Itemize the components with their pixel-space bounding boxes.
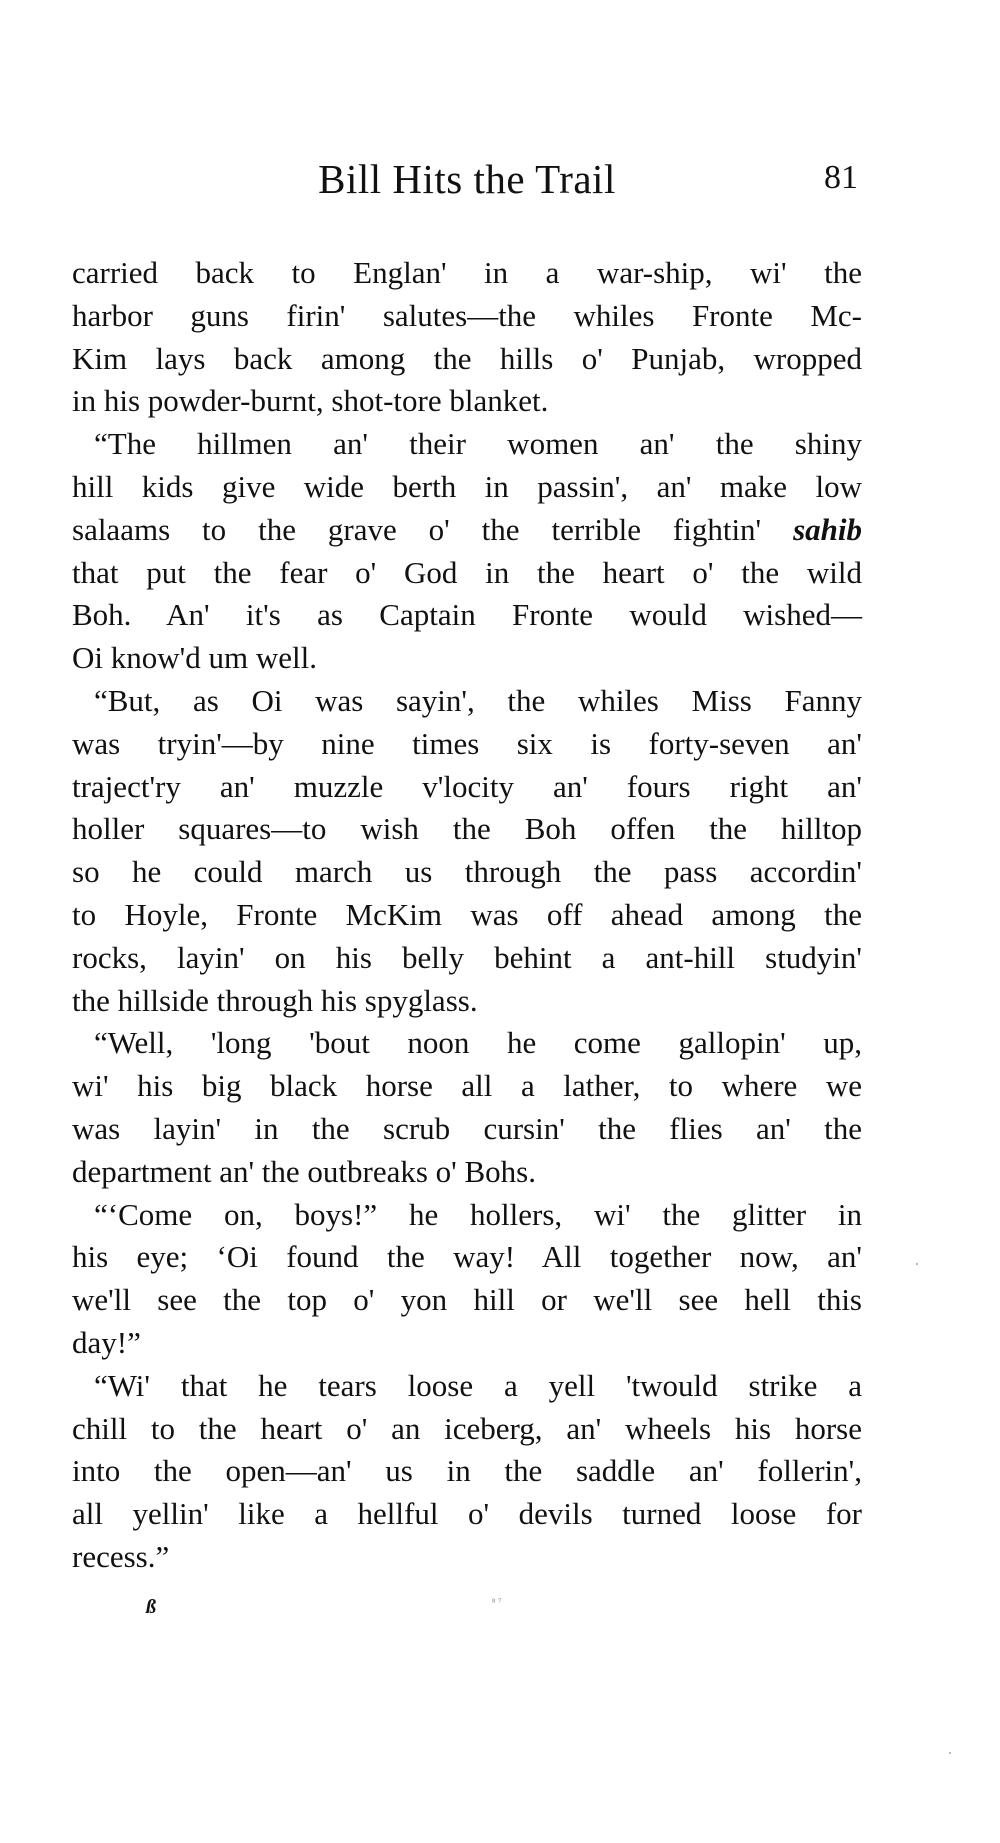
- text-line-part: salaams to the grave o' the terrible fightin': [72, 511, 762, 547]
- text-line: recess.”: [72, 1538, 170, 1574]
- text-line: so he could march us through the pass accordin': [72, 854, 862, 890]
- text-line: that put the fear o' God in the heart o' the wild: [72, 554, 862, 590]
- page-number: 81: [824, 159, 858, 196]
- text-line: chill to the heart o' an iceberg, an' wheels his horse: [72, 1410, 862, 1446]
- text-line: we'll see the top o' yon hill or we'll see hell this: [72, 1282, 862, 1318]
- text-line: carried back to Englan' in a war-ship, wi' the: [72, 255, 862, 290]
- scan-speck: [949, 1752, 951, 1754]
- text-line: harbor guns firin' salutes—the whiles Fronte Mc-: [72, 297, 862, 333]
- text-line: the hillside through his spyglass.: [72, 982, 478, 1018]
- text-line: rocks, layin' on his belly behint a ant-hill studyin': [72, 939, 862, 975]
- text-line: holler squares—to wish the Boh offen the hilltop: [72, 811, 862, 847]
- text-line: to Hoyle, Fronte McKim was off ahead among the: [72, 896, 862, 932]
- running-head: [72, 155, 862, 215]
- text-line: “‘Come on, boys!” he hollers, wi' the glitter in: [94, 1196, 862, 1232]
- text-line: “Wi' that he tears loose a yell 'twould strike a: [94, 1367, 862, 1403]
- text-line: into the open—an' us in the saddle an' follerin',: [72, 1453, 862, 1489]
- text-line: was layin' in the scrub cursin' the flies an' the: [72, 1110, 862, 1146]
- running-title: Bill Hits the Trail: [318, 156, 616, 202]
- text-line: Kim lays back among the hills o' Punjab, wropped: [72, 340, 862, 376]
- text-line: “But, as Oi was sayin', the whiles Miss Fanny: [94, 682, 862, 718]
- text-line: “Well, 'long 'bout noon he come gallopin' up,: [94, 1025, 862, 1061]
- text-line: his eye; ‘Oi found the way! All together now, an': [72, 1239, 862, 1275]
- text-line: department an' the outbreaks o' Bohs.: [72, 1153, 537, 1189]
- text-line: wi' his big black horse all a lather, to where we: [72, 1068, 862, 1104]
- printer-mark: ß: [146, 1596, 156, 1618]
- text-line: all yellin' like a hellful o' devils turned loose for: [72, 1496, 862, 1532]
- text-line: “The hillmen an' their women an' the shiny: [94, 426, 862, 462]
- text-line: day!”: [72, 1324, 141, 1360]
- emphasis-sahib: sahib: [793, 511, 863, 547]
- text-line: Boh. An' it's as Captain Fronte would wished—: [72, 597, 862, 633]
- scan-artifact: ⁸ ⁷: [492, 1597, 502, 1608]
- scan-speck: [916, 1263, 918, 1265]
- text-line: was tryin'—by nine times six is forty-seven an': [72, 725, 862, 761]
- text-line: hill kids give wide berth in passin', an' make low: [72, 468, 862, 504]
- text-line-with-emphasis: [72, 509, 862, 552]
- text-line: Oi know'd um well.: [72, 640, 317, 676]
- body-text: [72, 252, 862, 1579]
- text-line: in his powder-burnt, shot-tore blanket.: [72, 383, 549, 419]
- text-line: traject'ry an' muzzle v'locity an' fours right an': [72, 768, 862, 804]
